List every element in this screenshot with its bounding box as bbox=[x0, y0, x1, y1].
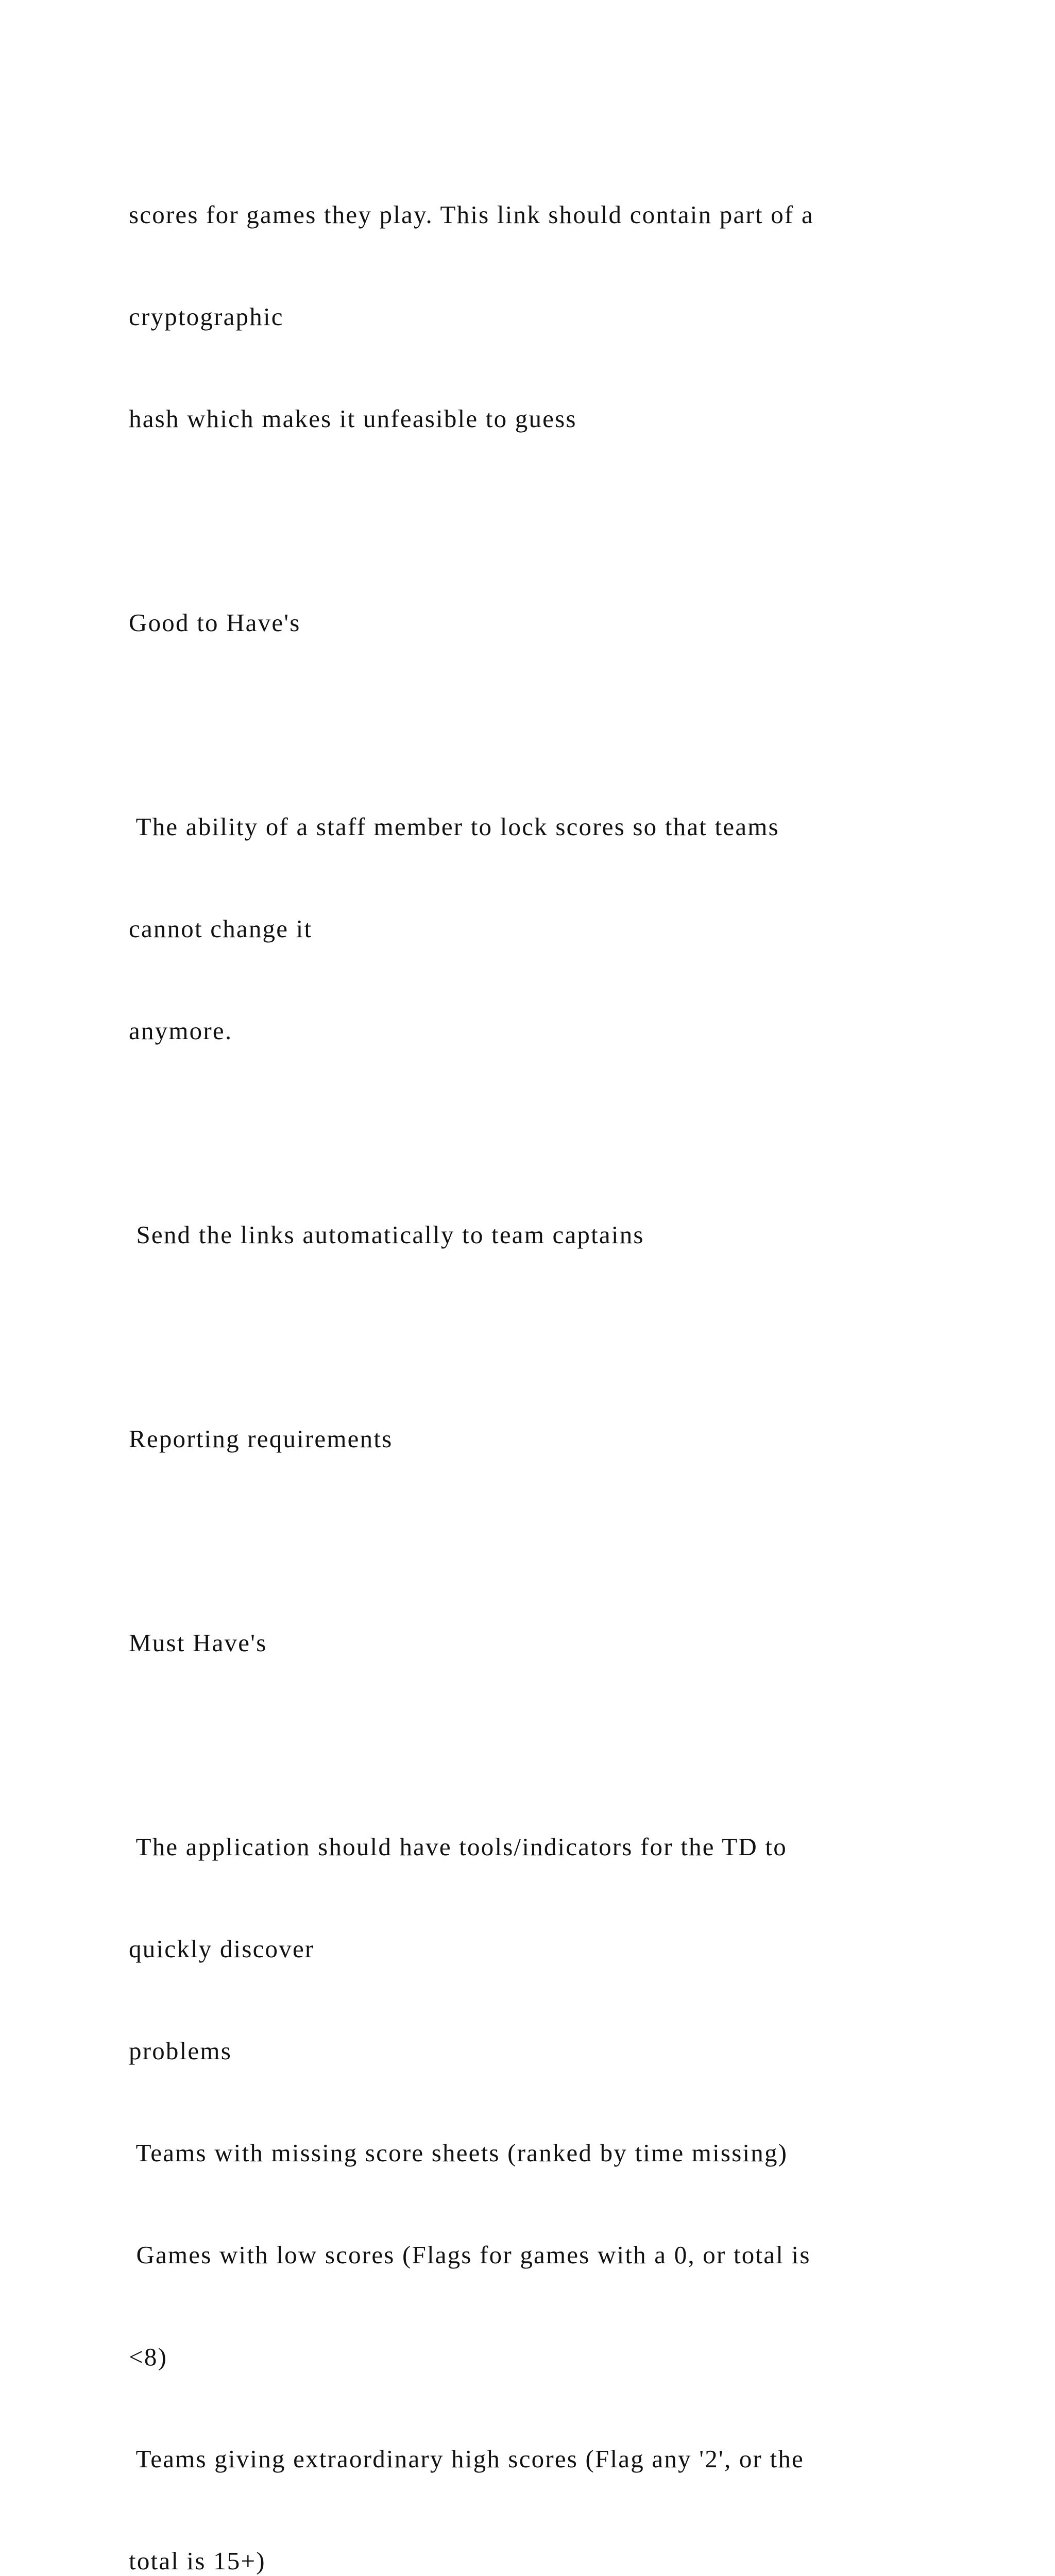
blank-line bbox=[129, 1116, 979, 1150]
body-line: anymore. bbox=[129, 1016, 233, 1045]
section-heading-reporting-requirements: Reporting requirements bbox=[129, 1425, 393, 1453]
body-line: hash which makes it unfeasible to guess bbox=[129, 404, 577, 433]
blank-line bbox=[129, 708, 979, 742]
blank-line bbox=[129, 1728, 979, 1762]
section-heading-must-have: Must Have's bbox=[129, 1629, 267, 1657]
body-line: scores for games they play. This link should contain part of a bbox=[129, 200, 814, 229]
body-line: quickly discover bbox=[129, 1935, 315, 1963]
body-line: total is 15+) bbox=[129, 2547, 266, 2575]
body-line: Games with low scores (Flags for games with a 0, or total is bbox=[129, 2241, 811, 2269]
blank-line bbox=[129, 1320, 979, 1354]
body-line: problems bbox=[129, 2037, 232, 2065]
body-line: Teams with missing score sheets (ranked by time missing) bbox=[129, 2139, 788, 2167]
document-body bbox=[129, 130, 979, 2576]
body-line: Teams giving extraordinary high scores (Flag any '2', or the bbox=[129, 2445, 804, 2473]
section-heading-good-to-have: Good to Have's bbox=[129, 608, 301, 637]
body-line: <8) bbox=[129, 2343, 168, 2371]
body-line: cannot change it bbox=[129, 914, 313, 943]
blank-line bbox=[129, 1524, 979, 1558]
body-line: The application should have tools/indicators for the TD to bbox=[129, 1833, 787, 1861]
blank-line bbox=[129, 504, 979, 538]
body-line: The ability of a staff member to lock scores so that teams bbox=[129, 812, 779, 841]
body-line: Send the links automatically to team captains bbox=[129, 1221, 644, 1249]
body-line: cryptographic bbox=[129, 302, 284, 331]
